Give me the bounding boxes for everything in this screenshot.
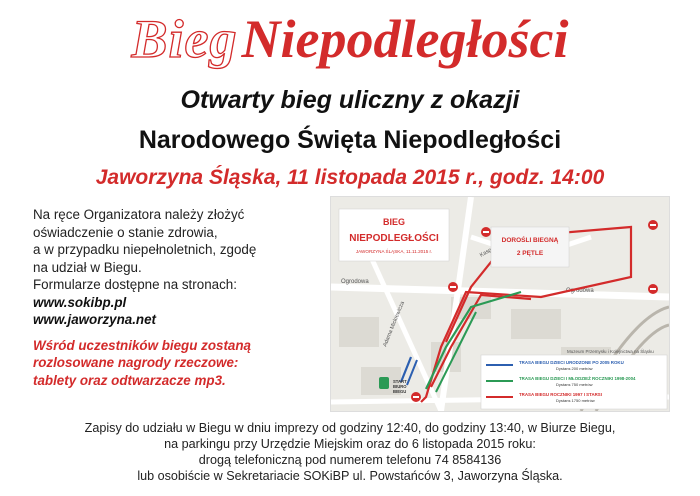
street-label-ogrodowa: Ogrodowa bbox=[341, 279, 369, 285]
legend-red-distance: Dystans 1750 metrów bbox=[556, 398, 595, 403]
event-date-line: Jaworzyna Śląska, 11 listopada 2015 r., godz. 14:00 bbox=[95, 166, 605, 189]
info-line: oświadczenie o stanie zdrowia, bbox=[33, 224, 218, 240]
info-line: a w przypadku niepełnoletnich, zgodę bbox=[33, 242, 257, 257]
info-line: Formularze dostępne na stronach: bbox=[33, 277, 237, 292]
street-label-ogrodowa-right: Ogrodowa bbox=[566, 288, 594, 294]
info-line: Na ręce Organizatora należy złożyć bbox=[33, 207, 245, 222]
map-title-subtitle: JAWORZYNA ŚLĄSKA, 11.11.2015 r. bbox=[355, 249, 433, 254]
building-block bbox=[511, 309, 561, 339]
route-map bbox=[330, 196, 670, 412]
adults-note-box bbox=[491, 227, 569, 267]
map-title-line-1: BIEG bbox=[382, 217, 406, 227]
route-map-svg bbox=[331, 197, 669, 411]
title-word-niepodleglosci: Niepodległości bbox=[241, 9, 569, 69]
start-label-3: BIEGU bbox=[393, 389, 407, 394]
adults-note-line-2: 2 PĘTLE bbox=[516, 250, 544, 257]
prize-line: Wśród uczestników biegu zostaną bbox=[33, 337, 251, 353]
title-word-bieg: Bieg bbox=[131, 9, 238, 69]
info-text-block bbox=[33, 206, 318, 389]
prize-line: rozlosowane nagrody rzeczowe: bbox=[33, 355, 239, 370]
museum-label: Muzeum Przemysłu i Kolejnictwa na Śląsku bbox=[567, 349, 654, 354]
subtitle-line-2: Narodowego Święta Niepodległości bbox=[138, 126, 562, 154]
adults-note-line-1: DOROŚLI BIEGNĄ bbox=[501, 237, 559, 244]
info-line: na udział w Biegu. bbox=[33, 259, 142, 275]
footer-line: Zapisy do udziału w Biegu w dniu imprezy od godziny 12:40, do godziny 13:40, w Biurze Biegu, bbox=[84, 421, 616, 435]
footer-line: na parkingu przy Urzędzie Miejskim oraz do 6 listopada 2015 roku: bbox=[164, 437, 536, 451]
link-sokibp[interactable]: www.sokibp.pl bbox=[33, 294, 127, 310]
footer-registration-info bbox=[0, 420, 700, 484]
legend-red-label: TRASA BIEGU ROCZNIKI 1997 I STARSI bbox=[519, 392, 602, 397]
building-block bbox=[339, 317, 379, 347]
prize-line: tablety oraz odtwarzacze mp3. bbox=[33, 372, 226, 388]
footer-line: drogą telefoniczną pod numerem telefonu 74 8584136 bbox=[198, 453, 502, 467]
poster-title bbox=[0, 4, 700, 88]
start-marker-icon bbox=[379, 377, 389, 389]
start-label-2: BIURO bbox=[393, 384, 407, 389]
map-title-line-2: NIEPODLEGŁOŚCI bbox=[349, 233, 439, 244]
prize-note bbox=[33, 337, 318, 390]
legend-blue-label: TRASA BIEGU DZIECI URODZONE PO 2005 ROKU bbox=[519, 360, 624, 365]
footer-line: lub osobiście w Sekretariacie SOKiBP ul. Powstańców 3, Jaworzyna Śląska. bbox=[137, 469, 563, 483]
legend-green-distance: Dystans 750 metrów bbox=[556, 382, 593, 387]
legend-blue-distance: Dystans 200 metrów bbox=[556, 366, 593, 371]
street-label-mickiewicza: Adama Mickiewicza bbox=[382, 300, 406, 348]
link-jaworzyna[interactable]: www.jaworzyna.net bbox=[33, 312, 157, 327]
legend-green-label: TRASA BIEGU DZIECI I MŁODZIEŻ ROCZNIKI 1998-2004 bbox=[519, 376, 636, 381]
subtitle-line-1: Otwarty bieg uliczny z okazji bbox=[180, 86, 520, 114]
start-label-1: START bbox=[393, 379, 407, 384]
